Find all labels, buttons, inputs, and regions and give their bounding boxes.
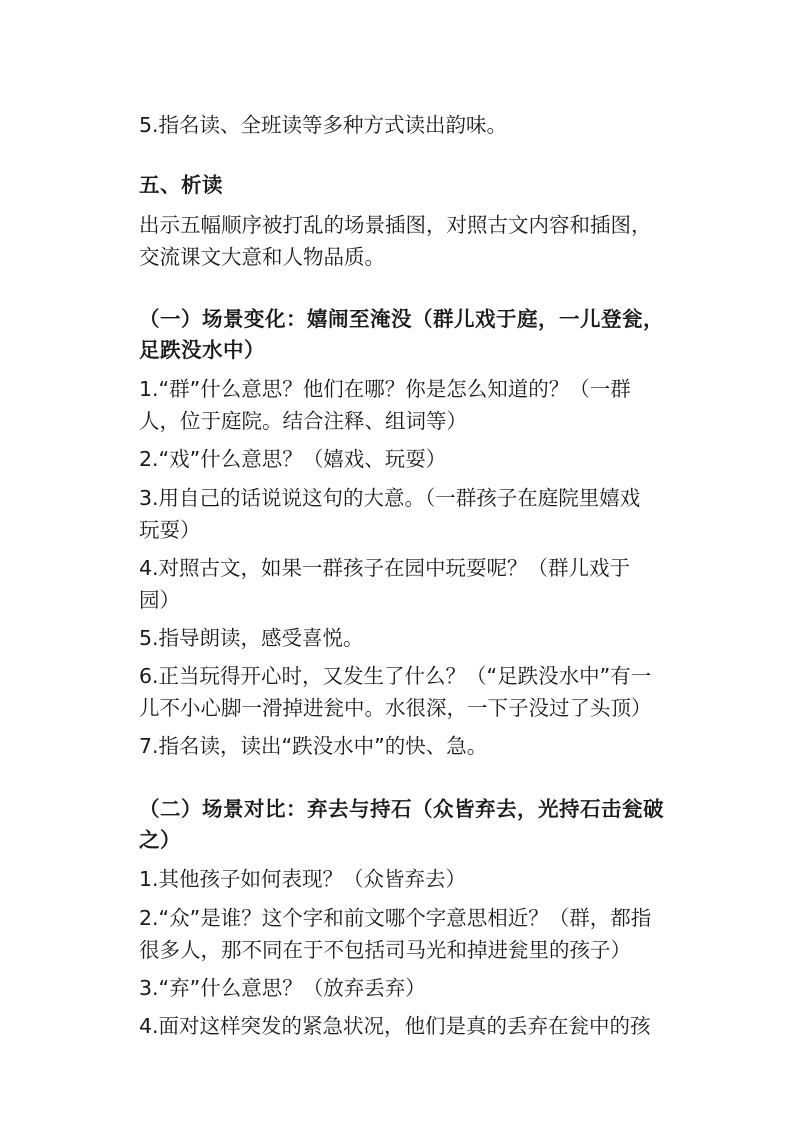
text-line: 5.指名读、全班读等多种方式读出韵味。	[139, 113, 508, 137]
subsection-heading: 之）	[139, 828, 181, 852]
text-line: 2.“众”是谁？这个字和前文哪个字意思相近？（群，都指	[139, 906, 652, 930]
text-line: 玩耍）	[139, 518, 201, 542]
text-line: 7.指名读，读出“跌没水中”的快、急。	[139, 734, 488, 758]
text-line: 交流课文大意和人物品质。	[139, 245, 385, 269]
text-line: 2.“戏”什么意思？（嬉戏、玩耍）	[139, 447, 447, 471]
text-line: 园）	[139, 588, 180, 612]
subsection-heading: 足跌没水中）	[139, 338, 265, 362]
text-line: 5.指导朗读，感受喜悦。	[139, 626, 364, 650]
text-line: 6.正当玩得开心时，又发生了什么？（“足跌没水中”有一	[139, 664, 652, 688]
text-line: 1.“群”什么意思？他们在哪？你是怎么知道的？（一群	[139, 377, 631, 401]
text-line: 3.“弃”什么意思？（放弃丢弃）	[139, 976, 426, 1000]
text-line: 人，位于庭院。结合注释、组词等）	[139, 409, 467, 433]
subsection-heading: （二）场景对比：弃去与持石（众皆弃去，光持石击瓮破	[139, 797, 664, 821]
text-line: 4.面对这样突发的紧急状况，他们是真的丢弃在瓮中的孩	[139, 1014, 651, 1038]
text-line: 很多人，那不同在于不包括司马光和掉进瓮里的孩子）	[139, 938, 631, 962]
text-line: 3.用自己的话说说这句的大意。（一群孩子在庭院里嬉戏	[139, 486, 641, 510]
text-line: 儿不小心脚一滑掉进瓮中。水很深，一下子没过了头顶）	[139, 696, 652, 720]
text-line: 4.对照古文，如果一群孩子在园中玩耍呢？（群儿戏于	[139, 556, 631, 580]
text-line: 1.其他孩子如何表现？（众皆弃去）	[139, 867, 467, 891]
section-heading: 五、析读	[139, 173, 223, 197]
text-line: 出示五幅顺序被打乱的场景插图，对照古文内容和插图，	[139, 213, 652, 237]
subsection-heading: （一）场景变化：嬉闹至淹没（群儿戏于庭，一儿登瓮，	[139, 307, 664, 331]
